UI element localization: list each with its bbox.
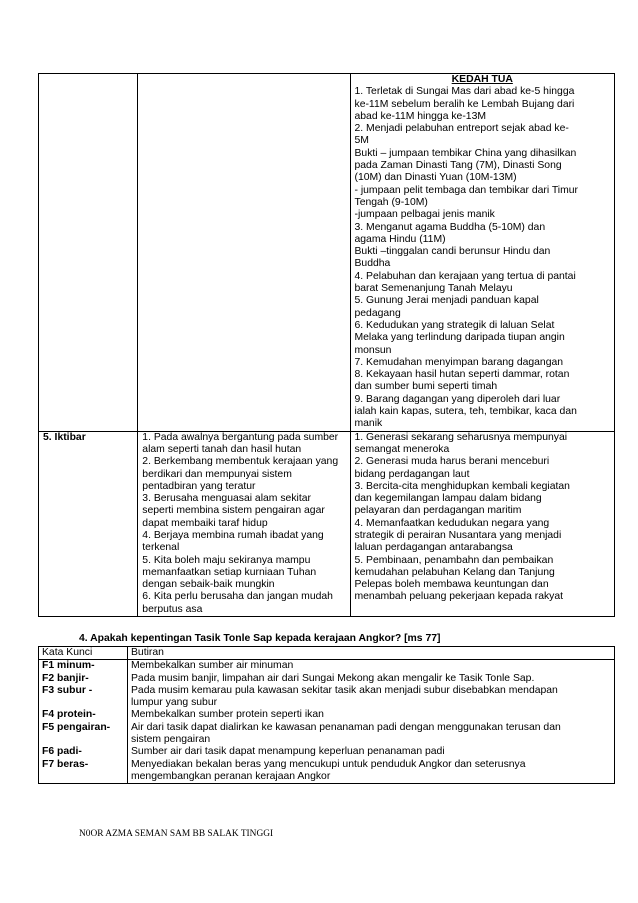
text-line: 4. Pelabuhan dan kerajaan yang tertua di pantai bbox=[354, 270, 576, 282]
table-header-row bbox=[39, 647, 615, 660]
text-line: terkenal bbox=[142, 542, 180, 554]
text-line: memanfaatkan setiap kurniaan Tuhan bbox=[142, 566, 317, 578]
keyword-item: F2 banjir- bbox=[42, 672, 89, 684]
keyword-item: F4 protein- bbox=[42, 709, 96, 721]
text-line: 5. Kita boleh maju sekiranya mampu bbox=[142, 554, 311, 566]
text-line: semangat meneroka bbox=[354, 443, 450, 455]
detail-line: Membekalkan sumber protein seperti ikan bbox=[131, 709, 324, 721]
question-4-heading: 4. Apakah kepentingan Tasik Tonle Sap kepada kerajaan Angkor? [ms 77] bbox=[79, 633, 441, 644]
keyword-column bbox=[39, 660, 128, 784]
iktibar-points-early bbox=[138, 431, 350, 616]
text-line: 6. Kita perlu berusaha dan jangan mudah bbox=[142, 591, 333, 603]
history-table bbox=[38, 73, 615, 617]
text-line: dengan sebaik-baik mungkin bbox=[142, 579, 275, 591]
tonle-sap-table bbox=[38, 646, 615, 784]
text-line: Tengah (9-10M) bbox=[354, 196, 428, 208]
text-line: pedagang bbox=[354, 307, 401, 319]
text-line: 9. Barang dagangan yang diperoleh dari luar bbox=[354, 393, 561, 405]
detail-line: mengembangkan peranan kerajaan Angkor bbox=[131, 770, 331, 782]
text-line: agama Hindu (11M) bbox=[354, 233, 446, 245]
text-line: ke-11M sebelum beralih ke Lembah Bujang dari bbox=[354, 98, 575, 110]
text-line: 5. Gunung Jerai menjadi panduan kapal bbox=[354, 295, 539, 307]
text-line: barat Semenanjung Tanah Melayu bbox=[354, 283, 513, 295]
text-line: 2. Menjadi pelabuhan entreport sejak abad ke- bbox=[354, 123, 569, 135]
kedah-tua-heading: KEDAH TUA bbox=[451, 74, 513, 85]
text-line: 5. Pembinaan, penambahn dan pembaikan bbox=[354, 554, 554, 566]
kedah-row bbox=[39, 74, 615, 432]
text-line: 5M bbox=[354, 135, 369, 147]
text-line: 2. Berkembang membentuk kerajaan yang bbox=[142, 456, 339, 468]
text-line: 7. Kemudahan menyimpan barang dagangan bbox=[354, 356, 564, 368]
iktibar-points-generation bbox=[350, 431, 615, 616]
keyword-item: F5 pengairan- bbox=[42, 721, 111, 733]
detail-line: Membekalkan sumber air minuman bbox=[131, 660, 294, 672]
detail-line: Pada musim kemarau pula kawasan sekitar tasik akan menjadi subur disebabkan mendapan bbox=[131, 684, 558, 696]
empty-cell bbox=[138, 74, 350, 432]
text-line: 2. Generasi muda harus berani menceburi bbox=[354, 456, 550, 468]
text-line: pada Zaman Dinasti Tang (7M), Dinasti Song bbox=[354, 160, 562, 172]
keyword-item: F1 minum- bbox=[42, 660, 95, 672]
text-line: 1. Terletak di Sungai Mas dari abad ke-5 hingga bbox=[354, 86, 575, 98]
text-line: seperti membina sistem pengairan agar bbox=[142, 505, 325, 517]
text-line: laluan perdagangan antarabangsa bbox=[354, 542, 513, 554]
kedah-tua-text bbox=[355, 86, 611, 430]
keyword-item: F7 beras- bbox=[42, 758, 89, 770]
text-line: dan sumber bumi seperti timah bbox=[354, 381, 498, 393]
text-line: menambah peluang pekerjaan kepada rakyat bbox=[354, 591, 564, 603]
table-row bbox=[39, 660, 615, 784]
text-line: 3. Menganut agama Buddha (5-10M) dan bbox=[354, 221, 546, 233]
detail-line: Pada musim banjir, limpahan air dari Sungai Mekong akan mengalir ke Tasik Tonle Sap. bbox=[131, 672, 535, 684]
keyword-item bbox=[42, 697, 124, 709]
text-line: Bukti –tinggalan candi berunsur Hindu dan bbox=[354, 246, 551, 258]
text-line: ialah kain kapas, sutera, teh, tembikar, kaca dan bbox=[354, 406, 577, 418]
text-line: bidang perdagangan laut bbox=[354, 468, 470, 480]
detail-line: sistem pengairan bbox=[131, 734, 211, 746]
empty-cell bbox=[39, 74, 138, 432]
text-line: pelayaran dan perdagangan maritim bbox=[354, 505, 522, 517]
text-line: berdikari dan mempunyai sistem bbox=[142, 468, 292, 480]
header-kata-kunci: Kata Kunci bbox=[39, 647, 128, 660]
text-line: Buddha bbox=[354, 258, 391, 270]
text-line: dan kegemilangan lampau dalam bidang bbox=[354, 493, 542, 505]
text-line: 6. Kedudukan yang strategik di laluan Selat bbox=[354, 319, 555, 331]
text-line: 1. Generasi sekarang seharusnya mempunyai bbox=[354, 431, 568, 443]
footer-author: N0OR AZMA SEMAN SAM BB SALAK TINGGI bbox=[79, 829, 274, 839]
text-line: alam seperti tanah dan hasil hutan bbox=[142, 443, 302, 455]
text-line: 8. Kekayaan hasil hutan seperti dammar, rotan bbox=[354, 369, 570, 381]
text-line: strategik di perairan Nusantara yang menjadi bbox=[354, 529, 562, 541]
text-line: (10M) dan Dinasti Yuan (10M-13M) bbox=[354, 172, 517, 184]
iktibar-row bbox=[39, 431, 615, 616]
detail-column bbox=[128, 660, 615, 784]
text-line: manik bbox=[354, 418, 383, 430]
text-line: abad ke-11M hingga ke-13M bbox=[354, 110, 487, 122]
keyword-item bbox=[42, 771, 124, 783]
header-butiran: Butiran bbox=[128, 647, 615, 660]
text-line: 3. Bercita-cita menghidupkan kembali kegiatan bbox=[354, 480, 570, 492]
text-line: - jumpaan pelit tembaga dan tembikar dari Timur bbox=[354, 184, 579, 196]
text-line: 4. Berjaya membina rumah ibadat yang bbox=[142, 529, 324, 541]
text-line: kemudahan pelabuhan Kelang dan Tanjung bbox=[354, 566, 555, 578]
kedah-tua-cell bbox=[350, 74, 615, 432]
text-line: pentadbiran yang teratur bbox=[142, 480, 256, 492]
text-line: -jumpaan pelbagai jenis manik bbox=[354, 209, 495, 221]
detail-line: Sumber air dari tasik dapat menampung keperluan penanaman padi bbox=[131, 746, 445, 758]
text-line: 3. Berusaha menguasai alam sekitar bbox=[142, 493, 311, 505]
text-line: berputus asa bbox=[142, 603, 203, 615]
iktibar-label: 5. Iktibar bbox=[39, 431, 138, 616]
text-line: Melaka yang terlindung daripada tiupan angin bbox=[354, 332, 565, 344]
text-line: 1. Pada awalnya bergantung pada sumber bbox=[142, 431, 339, 443]
keyword-item: F3 subur - bbox=[42, 684, 93, 696]
text-line: dapat membaiki taraf hidup bbox=[142, 517, 268, 529]
text-line: 4. Memanfaatkan kedudukan negara yang bbox=[354, 517, 550, 529]
text-line: Bukti – jumpaan tembikar China yang dihasilkan bbox=[354, 147, 577, 159]
keyword-item: F6 padi- bbox=[42, 746, 82, 758]
detail-line: lumpur yang subur bbox=[131, 697, 218, 709]
keyword-item bbox=[42, 734, 124, 746]
text-line: monsun bbox=[354, 344, 392, 356]
text-line: Pelepas boleh membawa keuntungan dan bbox=[354, 579, 549, 591]
detail-line: Menyediakan bekalan beras yang mencukupi untuk penduduk Angkor dan seterusnya bbox=[131, 758, 526, 770]
detail-line: Air dari tasik dapat dialirkan ke kawasan penanaman padi dengan menggunakan terusan dan bbox=[131, 721, 561, 733]
